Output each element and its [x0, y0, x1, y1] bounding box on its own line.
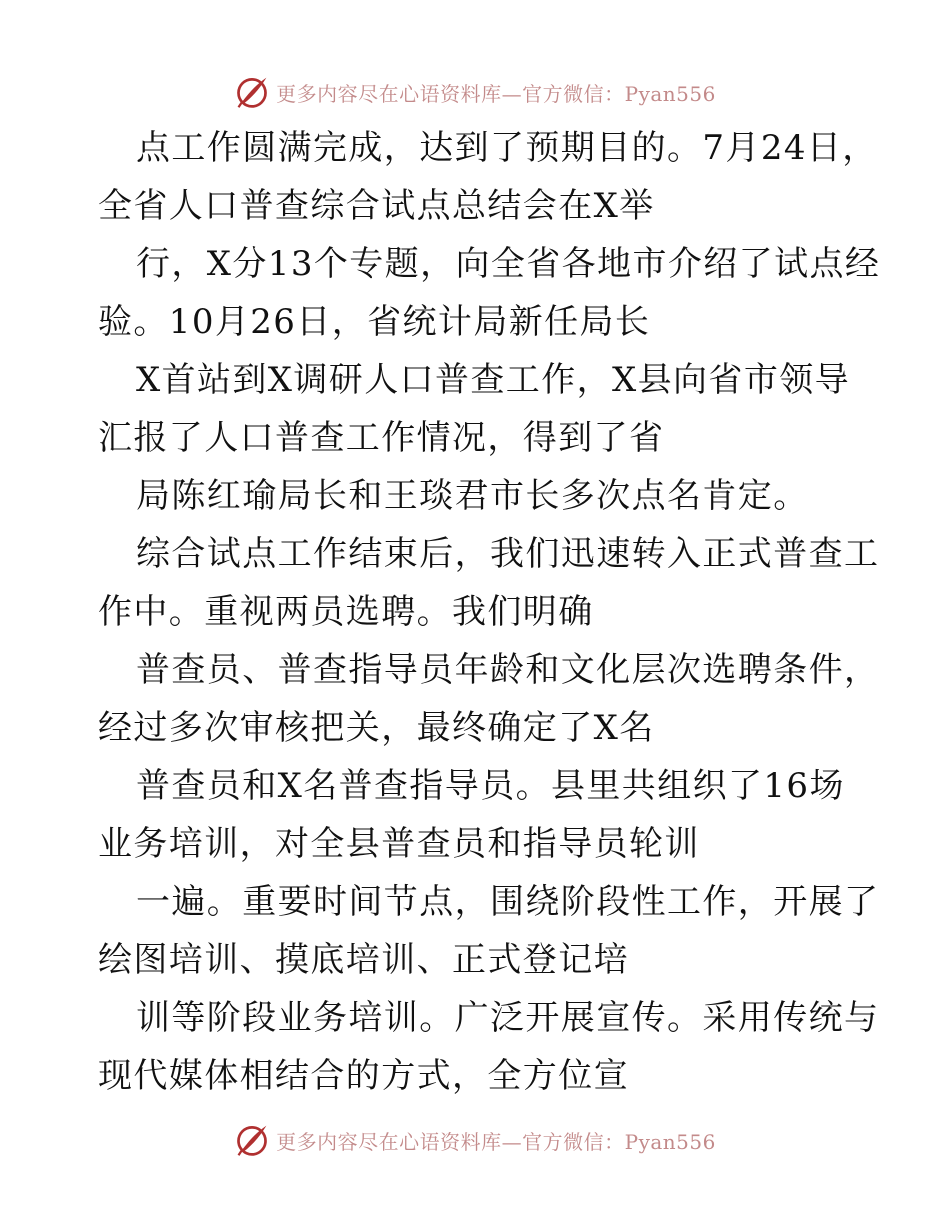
- body-line: 一遍。重要时间节点，围绕阶段性工作，开展了: [136, 882, 880, 922]
- feather-pen-logo-icon: [234, 74, 270, 110]
- body-line: 绘图培训、摸底培训、正式登记培: [98, 940, 629, 980]
- body-line: 汇报了人口普查工作情况，得到了省: [98, 418, 665, 458]
- body-line: X首站到X调研人口普查工作，X县向省市领导: [136, 360, 851, 400]
- body-line: 业务培训，对全县普查员和指导员轮训: [98, 824, 700, 864]
- body-line: 点工作圆满完成，达到了预期目的。7月24日，: [136, 128, 878, 168]
- body-line: 作中。重视两员选聘。我们明确: [98, 592, 594, 632]
- body-line: 综合试点工作结束后，我们迅速转入正式普查工: [136, 534, 880, 574]
- body-line: 现代媒体相结合的方式，全方位宣: [98, 1056, 629, 1096]
- body-line: 普查员、普查指导员年龄和文化层次选聘条件，: [136, 650, 880, 690]
- footer-watermark: [0, 1120, 950, 1160]
- body-line: 全省人口普查综合试点总结会在X举: [98, 186, 655, 226]
- body-line: 经过多次审核把关，最终确定了X名: [98, 708, 655, 748]
- feather-pen-logo-icon: [234, 1122, 270, 1158]
- body-line: 局陈红瑜局长和王琰君市长多次点名肯定。: [136, 476, 809, 516]
- body-line: 行，X分13个专题，向全省各地市介绍了试点经: [136, 244, 881, 284]
- watermark-text: 更多内容尽在心语资料库—官方微信：Pyan556: [276, 81, 716, 106]
- body-line: 普查员和X名普查指导员。县里共组织了16场: [136, 766, 845, 806]
- body-line: 验。10月26日，省统计局新任局长: [98, 302, 651, 342]
- body-line: 训等阶段业务培训。广泛开展宣传。采用传统与: [136, 998, 880, 1038]
- header-watermark: [0, 72, 950, 112]
- watermark-text: 更多内容尽在心语资料库—官方微信：Pyan556: [276, 1129, 716, 1154]
